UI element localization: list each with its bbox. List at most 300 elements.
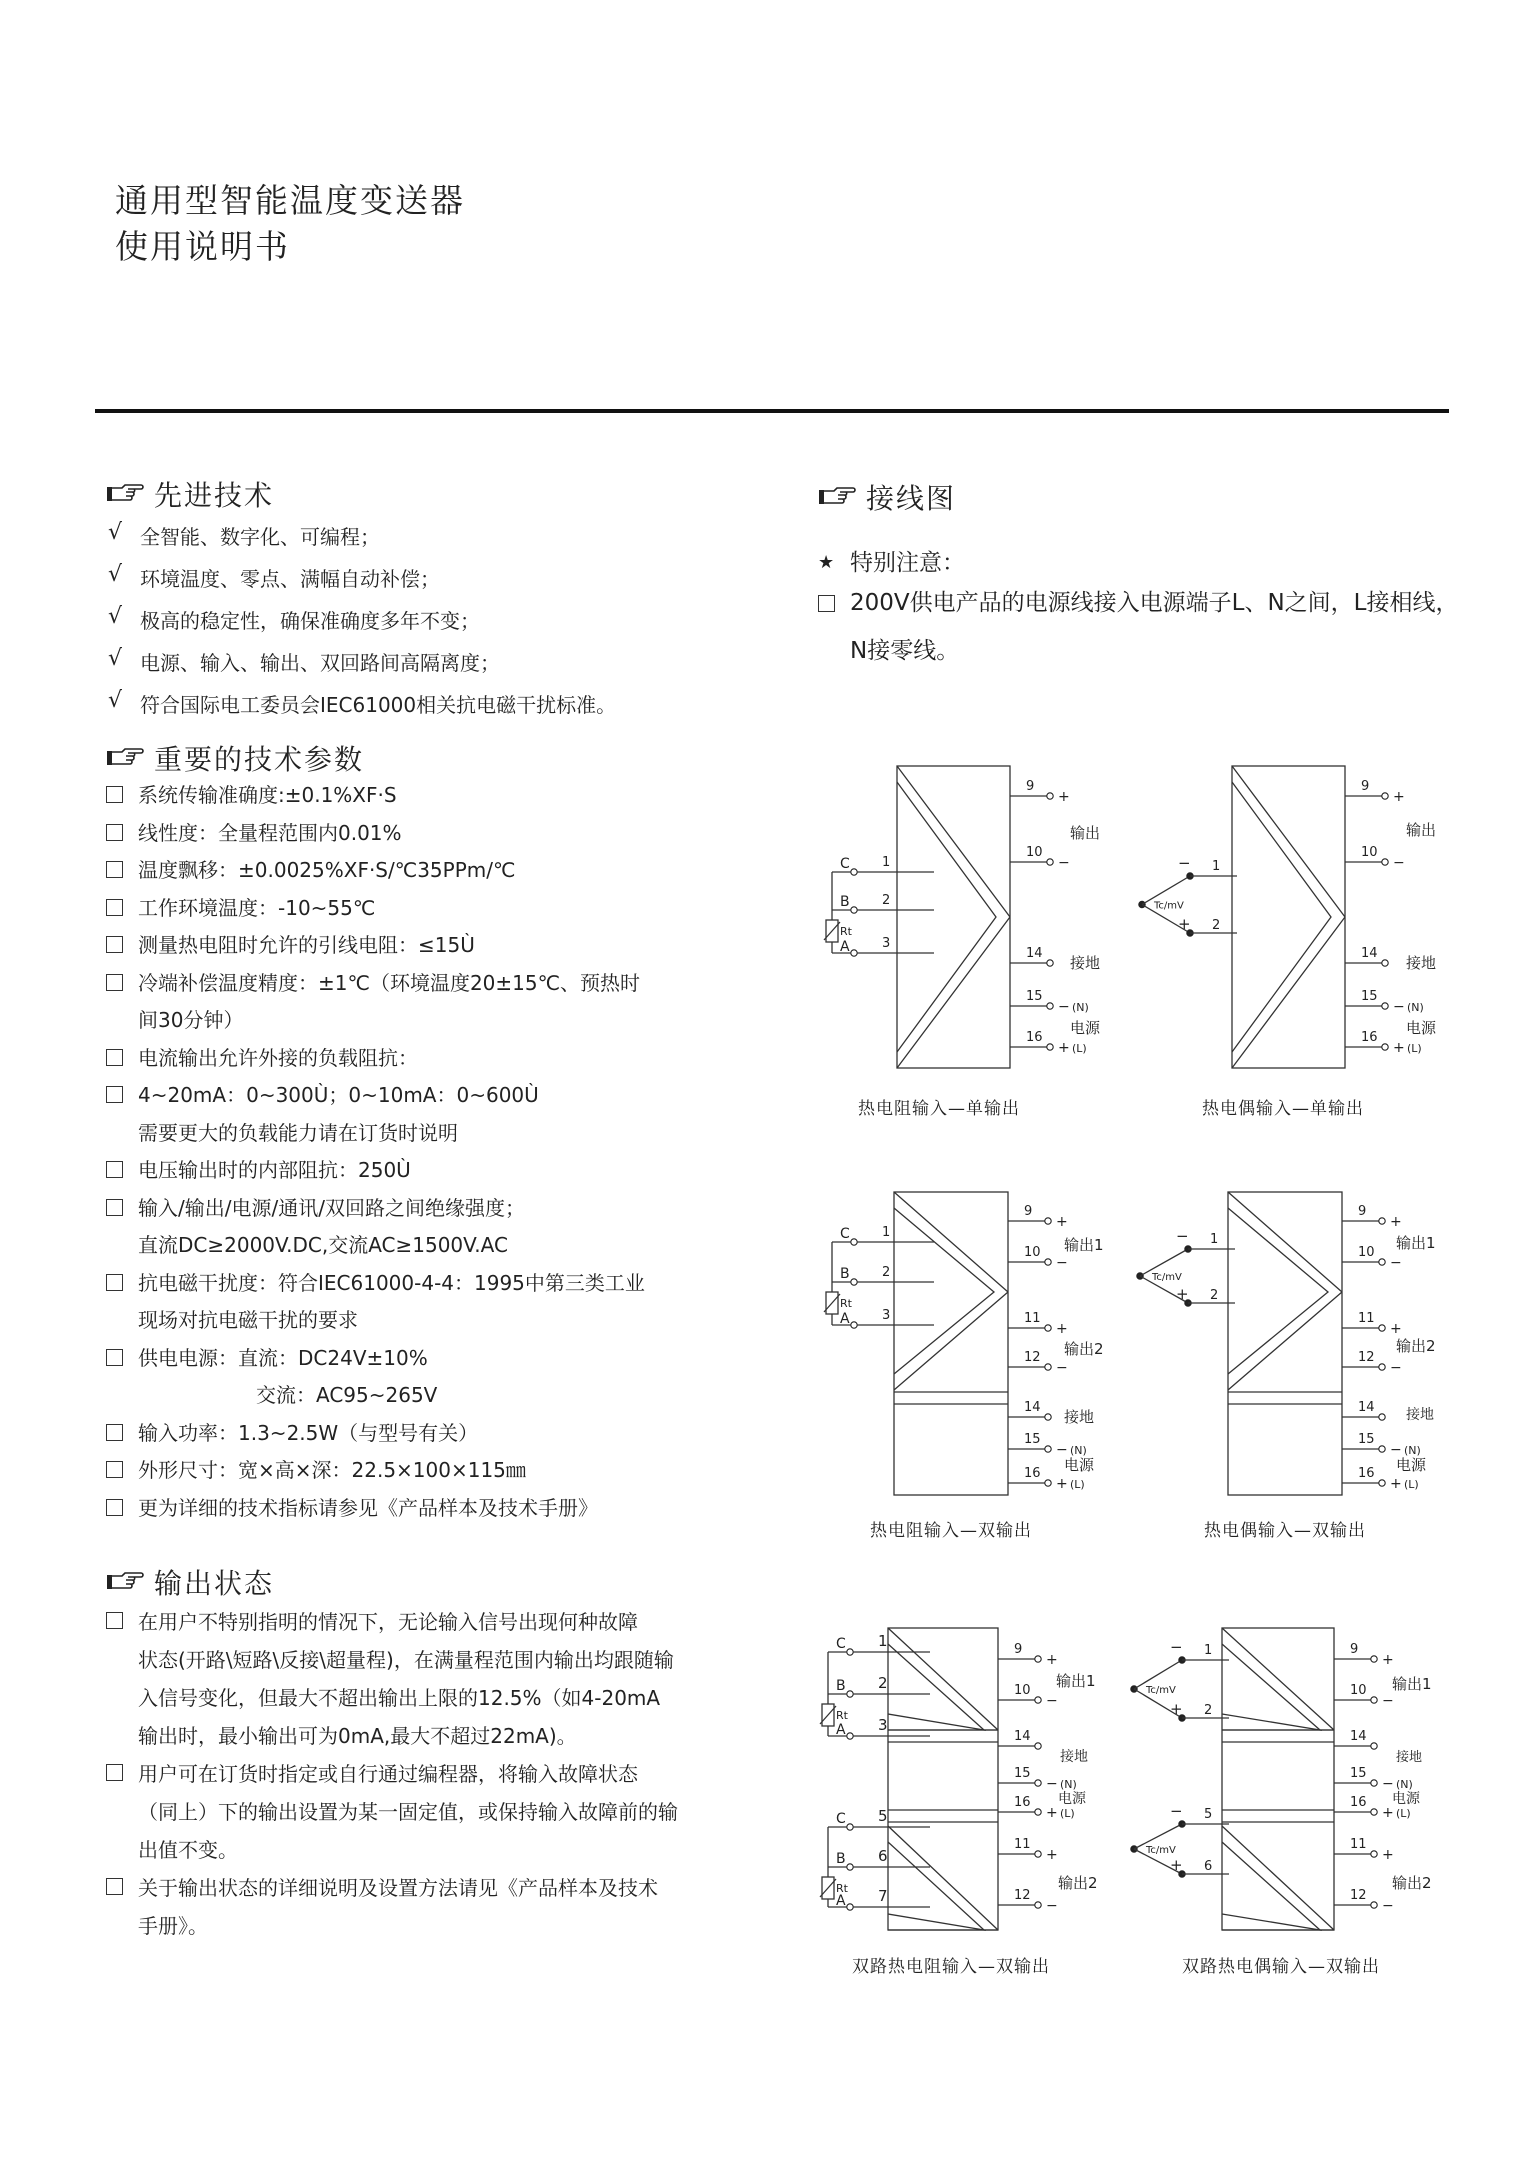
power-label: 电源 — [1396, 1456, 1427, 1474]
module-chevron — [894, 1208, 994, 1374]
terminal-circle — [851, 907, 857, 913]
list-item-text: 更为详细的技术指标请参见《产品样本及技术手册》 — [138, 1495, 598, 1520]
checkbox-icon — [106, 1415, 138, 1441]
wiring-notes — [818, 545, 1458, 669]
section-heading-output — [106, 1562, 274, 1602]
module-chevron — [1222, 1628, 1334, 1730]
terminal-number: 12 — [1358, 1350, 1375, 1365]
list-item — [106, 852, 726, 890]
terminal-number: 16 — [1358, 1466, 1375, 1481]
terminal-circle — [851, 1322, 857, 1328]
rt-label: Rt — [840, 1297, 852, 1310]
terminal-number: 15 — [1361, 989, 1378, 1004]
title-line-2: 使用说明书 — [115, 227, 290, 266]
caption-dual-rtd-dual: 双路热电阻输入—双输出 — [852, 1957, 1050, 1977]
terminal-circle — [1371, 1851, 1377, 1857]
check-mark-icon: √ — [108, 646, 123, 671]
terminal-letter: B — [840, 894, 850, 910]
output-label: 输出2 — [1058, 1874, 1098, 1892]
checkbox-icon — [106, 1452, 138, 1478]
ground-label: 接地 — [1396, 1750, 1423, 1765]
checkbox-icon — [106, 965, 138, 991]
terminal-phase: (N) — [1060, 1778, 1077, 1791]
terminal-number: 14 — [1026, 946, 1043, 961]
check-mark-icon: √ — [108, 562, 123, 587]
check-mark-icon: √ — [108, 520, 123, 545]
terminal-number: 1 — [878, 1632, 888, 1650]
module-chevron — [888, 1628, 998, 1730]
terminal-number: 14 — [1358, 1400, 1375, 1415]
terminal-circle — [1045, 1480, 1051, 1486]
terminal-circle — [1382, 859, 1388, 865]
terminal-sign: − — [1056, 1255, 1068, 1271]
terminal-circle — [1045, 1259, 1051, 1265]
list-item — [106, 684, 726, 726]
terminal-number: 3 — [878, 1716, 888, 1734]
terminal-circle — [1382, 960, 1388, 966]
terminal-circle — [847, 1733, 853, 1739]
terminal-sign: − — [1056, 1442, 1068, 1458]
list-item-continuation: 需要更大的负载能力请在订货时说明 — [138, 1120, 458, 1145]
terminal-number: 11 — [1350, 1837, 1367, 1852]
list-item-text: 电流输出允许外接的负载阻抗： — [138, 1045, 418, 1070]
terminal-circle — [1379, 1414, 1385, 1420]
title-line-1: 通用型智能温度变送器 — [115, 181, 465, 220]
terminal-circle — [1371, 1697, 1377, 1703]
terminal-sign: − — [1382, 1898, 1394, 1914]
terminal-number: 1 — [882, 855, 891, 870]
terminal-circle — [847, 1864, 853, 1870]
terminal-sign: + — [1170, 1856, 1183, 1874]
output-label: 输出 — [1406, 821, 1437, 839]
terminal-number: 12 — [1350, 1888, 1367, 1903]
terminal-phase: (L) — [1060, 1807, 1075, 1820]
ground-label: 接地 — [1064, 1408, 1095, 1426]
checkbox-icon — [106, 1340, 138, 1366]
list-item-text: 线性度：全量程范围内0.01% — [138, 820, 402, 845]
terminal-circle — [1045, 1446, 1051, 1452]
ground-label: 接地 — [1070, 954, 1101, 972]
terminal-number: 10 — [1024, 1245, 1041, 1260]
output-label: 输出1 — [1064, 1236, 1104, 1254]
terminal-number: 10 — [1026, 845, 1043, 860]
terminal-number: 9 — [1014, 1642, 1023, 1657]
checkbox-icon — [106, 777, 138, 803]
terminal-sign: + — [1046, 1805, 1058, 1821]
terminal-phase: (N) — [1407, 1001, 1424, 1014]
section-title: 输出状态 — [154, 1567, 275, 1600]
terminal-circle — [1379, 1218, 1385, 1224]
terminal-number: 16 — [1024, 1466, 1041, 1481]
terminal-circle — [1379, 1259, 1385, 1265]
terminal-sign: + — [1390, 1476, 1402, 1492]
power-label: 电源 — [1070, 1019, 1101, 1037]
list-item — [106, 558, 726, 600]
terminal-letter: B — [836, 1678, 846, 1694]
module-chevron — [897, 782, 996, 1052]
module-chevron — [1228, 1208, 1328, 1374]
terminal-sign: + — [1382, 1847, 1394, 1863]
list-item-text: 抗电磁干扰度：符合IEC61000-4-4：1995中第三类工业 — [138, 1270, 645, 1295]
terminal-circle — [1047, 1003, 1053, 1009]
list-item-continuation: 交流：AC95~265V — [256, 1383, 438, 1407]
list-item-continuation: 入信号变化，但最大不超出输出上限的12.5%（如4-20mA — [138, 1686, 661, 1710]
checkbox-icon — [106, 890, 138, 916]
terminal-circle — [847, 1824, 853, 1830]
terminal-letter: A — [836, 1893, 846, 1909]
terminal-number: 2 — [1204, 1703, 1213, 1718]
params-list — [106, 777, 726, 1527]
terminal-circle — [1047, 793, 1053, 799]
terminal-circle — [1045, 1325, 1051, 1331]
list-item — [106, 642, 726, 684]
list-item — [106, 965, 726, 1003]
caption-tc-dual: 热电偶输入—双输出 — [1204, 1521, 1366, 1541]
terminal-letter: B — [836, 1851, 846, 1867]
list-item — [106, 1152, 726, 1190]
rt-label: Rt — [836, 1709, 848, 1722]
terminal-circle — [1047, 859, 1053, 865]
terminal-circle — [1379, 1480, 1385, 1486]
pointing-hand-icon — [818, 485, 856, 509]
list-item — [106, 1340, 726, 1378]
terminal-letter: C — [840, 856, 850, 872]
module-chevron — [1222, 1644, 1320, 1730]
list-item-text: 系统传输准确度:±0.1%XF·S — [138, 783, 397, 807]
note-line-2: N接零线。 — [850, 638, 960, 664]
checkbox-icon — [106, 1077, 138, 1103]
terminal-number: 6 — [878, 1847, 888, 1865]
checkbox-icon — [106, 1040, 138, 1066]
list-item-continuation: 状态(开路\短路\反接\超量程)，在满量程范围内输出均跟随输 — [138, 1648, 674, 1672]
terminal-circle — [1382, 793, 1388, 799]
terminal-sign: − — [1170, 1638, 1183, 1656]
list-item — [106, 1415, 726, 1453]
terminal-circle — [1047, 960, 1053, 966]
terminal-circle — [1045, 1364, 1051, 1370]
terminal-circle — [1379, 1325, 1385, 1331]
list-item-text: 工作环境温度：-10~55℃ — [138, 895, 376, 920]
terminal-number: 9 — [1024, 1204, 1033, 1219]
terminal-sign: − — [1170, 1802, 1183, 1820]
check-mark-icon: √ — [108, 604, 123, 629]
terminal-circle — [851, 950, 857, 956]
terminal-sign: − — [1178, 854, 1191, 872]
terminal-circle — [1035, 1780, 1041, 1786]
terminal-sign: − — [1390, 1255, 1402, 1271]
terminal-number: 2 — [1212, 918, 1221, 933]
terminal-circle — [1382, 1044, 1388, 1050]
terminal-circle — [847, 1691, 853, 1697]
module-outline — [1232, 766, 1345, 1068]
module-outline — [1222, 1628, 1334, 1930]
tc-label: Tc/mV — [1146, 1685, 1176, 1696]
power-label: 电源 — [1406, 1019, 1437, 1037]
caption-rtd-single: 热电阻输入—单输出 — [858, 1099, 1020, 1119]
terminal-phase: (L) — [1396, 1807, 1411, 1820]
output-list — [106, 1603, 746, 1945]
terminal-sign: − — [1390, 1442, 1402, 1458]
terminal-circle — [1035, 1697, 1041, 1703]
ground-label: 接地 — [1406, 1407, 1434, 1423]
terminal-circle — [847, 1904, 853, 1910]
list-item-text: 全智能、数字化、可编程； — [140, 525, 380, 549]
terminal-number: 3 — [882, 1308, 891, 1323]
terminal-circle — [851, 1279, 857, 1285]
terminal-letter: C — [836, 1811, 846, 1827]
list-item — [106, 1869, 746, 1907]
wiring-diagrams — [760, 740, 1480, 2000]
terminal-sign: + — [1178, 915, 1191, 933]
list-item-text: 供电电源：直流：DC24V±10% — [138, 1345, 428, 1370]
terminal-circle — [1035, 1902, 1041, 1908]
terminal-sign: + — [1046, 1652, 1058, 1668]
terminal-number: 5 — [878, 1807, 888, 1825]
terminal-number: 11 — [1024, 1311, 1041, 1326]
module-chevron — [1232, 766, 1345, 1068]
terminal-circle — [1047, 1044, 1053, 1050]
section-title: 接线图 — [866, 482, 957, 515]
section-heading-advanced — [106, 474, 274, 514]
terminal-circle — [1035, 1809, 1041, 1815]
list-item-text: 电压输出时的内部阻抗：250Ù — [138, 1158, 411, 1182]
list-item-text: 测量热电阻时允许的引线电阻：≤15Ù — [138, 933, 475, 957]
checkbox-icon — [106, 852, 138, 878]
list-item-continuation: 间30分钟） — [138, 1008, 244, 1032]
list-item-continuation: 输出时，最小输出可为0mA,最大不超过22mA)。 — [138, 1724, 577, 1748]
terminal-number: 14 — [1361, 946, 1378, 961]
list-item — [106, 1265, 726, 1303]
module-chevron — [888, 1644, 984, 1730]
ground-label: 接地 — [1406, 954, 1437, 972]
checkbox-icon — [818, 585, 850, 612]
list-item-text: 温度飘移：±0.0025%XF·S/℃35PPm/℃ — [138, 858, 516, 882]
terminal-number: 3 — [882, 936, 891, 951]
terminal-sign: + — [1393, 789, 1405, 805]
list-item — [106, 890, 726, 928]
terminal-sign: + — [1056, 1214, 1068, 1230]
terminal-circle — [1382, 1003, 1388, 1009]
terminal-number: 1 — [1210, 1232, 1219, 1247]
list-item — [106, 1040, 726, 1078]
terminal-sign: + — [1393, 1040, 1405, 1056]
module-chevron — [888, 1826, 998, 1930]
list-item — [106, 600, 726, 642]
special-note-row — [818, 545, 1458, 581]
list-item — [106, 516, 726, 558]
list-item-text: 极高的稳定性，确保准确度多年不变； — [140, 609, 480, 633]
terminal-number: 2 — [882, 1265, 891, 1280]
output-label: 输出2 — [1392, 1874, 1432, 1892]
terminal-number: 10 — [1361, 845, 1378, 860]
terminal-sign: + — [1058, 789, 1070, 805]
terminal-sign: + — [1382, 1652, 1394, 1668]
terminal-sign: − — [1058, 855, 1070, 871]
terminal-number: 16 — [1350, 1795, 1367, 1810]
list-item-text: 冷端补偿温度精度：±1℃（环境温度20±15℃、预热时 — [138, 970, 641, 995]
terminal-sign: + — [1058, 1040, 1070, 1056]
terminal-sign: + — [1046, 1847, 1058, 1863]
module-outline — [894, 1192, 1008, 1495]
list-item-text: 输入/输出/电源/通讯/双回路之间绝缘强度； — [138, 1195, 525, 1220]
terminal-circle — [1379, 1446, 1385, 1452]
pointing-hand-icon — [106, 482, 144, 506]
list-item — [106, 815, 726, 853]
checkbox-icon — [106, 1190, 138, 1216]
terminal-phase: (N) — [1396, 1778, 1413, 1791]
list-item — [106, 1490, 726, 1528]
terminal-sign: + — [1170, 1700, 1183, 1718]
terminal-letter: C — [840, 1226, 850, 1242]
rt-label: Rt — [836, 1882, 848, 1895]
terminal-sign: − — [1382, 1693, 1394, 1709]
checkbox-icon — [106, 927, 138, 953]
terminal-sign: − — [1176, 1227, 1189, 1245]
terminal-number: 14 — [1014, 1729, 1031, 1744]
checkbox-icon — [106, 1755, 138, 1781]
terminal-sign: + — [1056, 1321, 1068, 1337]
list-item — [106, 1452, 726, 1490]
terminal-number: 1 — [1204, 1643, 1213, 1658]
terminal-number: 6 — [1204, 1859, 1213, 1874]
terminal-phase: (L) — [1070, 1478, 1085, 1491]
terminal-circle — [1035, 1743, 1041, 1749]
terminal-number: 15 — [1026, 989, 1043, 1004]
terminal-circle — [1035, 1851, 1041, 1857]
terminal-letter: A — [840, 1311, 850, 1327]
module-chevron — [897, 766, 1010, 1068]
power-label: 电源 — [1392, 1791, 1420, 1807]
star-icon: ★ — [818, 552, 835, 573]
list-item — [106, 1190, 726, 1228]
terminal-number: 9 — [1350, 1642, 1359, 1657]
note-line-1: 200V供电产品的电源线接入电源端子L、N之间，L接相线， — [850, 590, 1459, 616]
terminal-circle — [1045, 1414, 1051, 1420]
terminal-number: 5 — [1204, 1807, 1213, 1822]
list-item-continuation: （同上）下的输出设置为某一固定值，或保持输入故障前的输 — [138, 1800, 678, 1824]
checkbox-icon — [106, 1603, 138, 1629]
terminal-sign: − — [1382, 1776, 1394, 1792]
output-label: 输出1 — [1396, 1234, 1436, 1252]
terminal-sign: − — [1046, 1693, 1058, 1709]
terminal-sign: − — [1058, 999, 1070, 1015]
ground-label: 接地 — [1060, 1749, 1088, 1765]
terminal-number: 1 — [882, 1225, 891, 1240]
terminal-number: 7 — [878, 1887, 888, 1905]
terminal-sign: − — [1056, 1360, 1068, 1376]
checkbox-icon — [106, 1265, 138, 1291]
module-outline — [888, 1628, 998, 1930]
output-label: 输出1 — [1392, 1675, 1432, 1693]
list-item-continuation: 手册》。 — [138, 1914, 208, 1938]
terminal-number: 15 — [1358, 1432, 1375, 1447]
pointing-hand-icon — [106, 1570, 144, 1594]
terminal-number: 16 — [1026, 1030, 1043, 1045]
list-item — [106, 1603, 746, 1641]
document-title — [115, 178, 465, 270]
tc-label: Tc/mV — [1154, 900, 1184, 912]
terminal-circle — [1045, 1218, 1051, 1224]
list-item-text: 外形尺寸：宽×高×深：22.5×100×115㎜ — [138, 1458, 526, 1482]
terminal-number: 12 — [1014, 1888, 1031, 1903]
list-item — [106, 1755, 746, 1793]
checkbox-icon — [106, 1869, 138, 1895]
terminal-letter: C — [836, 1636, 846, 1652]
terminal-sign: − — [1390, 1360, 1402, 1376]
terminal-number: 15 — [1350, 1766, 1367, 1781]
power-label: 电源 — [1064, 1456, 1095, 1474]
caption-tc-single: 热电偶输入—单输出 — [1202, 1099, 1364, 1119]
terminal-number: 12 — [1024, 1350, 1041, 1365]
list-item-continuation: 出值不变。 — [138, 1838, 238, 1862]
check-mark-icon: √ — [108, 688, 123, 713]
output-label: 输出1 — [1056, 1672, 1096, 1690]
terminal-number: 9 — [1026, 779, 1035, 794]
terminal-circle — [851, 869, 857, 875]
list-item-text: 输入功率：1.3~2.5W（与型号有关） — [138, 1420, 479, 1445]
terminal-number: 2 — [1210, 1288, 1219, 1303]
terminal-number: 14 — [1350, 1729, 1367, 1744]
section-heading-wiring — [818, 477, 956, 517]
terminal-circle — [1371, 1809, 1377, 1815]
caption-rtd-dual: 热电阻输入—双输出 — [870, 1521, 1032, 1541]
list-item — [106, 927, 726, 965]
terminal-number: 15 — [1014, 1766, 1031, 1781]
terminal-circle — [1371, 1743, 1377, 1749]
module-chevron — [1222, 1842, 1320, 1930]
advanced-list — [106, 516, 726, 726]
terminal-sign: − — [1393, 999, 1405, 1015]
terminal-number: 11 — [1358, 1311, 1375, 1326]
output-label: 输出2 — [1064, 1340, 1104, 1358]
terminal-phase: (N) — [1072, 1001, 1089, 1014]
list-item-continuation: 现场对抗电磁干扰的要求 — [138, 1308, 358, 1332]
checkbox-icon — [106, 815, 138, 841]
power-label: 电源 — [1058, 1791, 1086, 1807]
list-item-text: 电源、输入、输出、双回路间高隔离度； — [140, 651, 500, 675]
list-item-text: 关于输出状态的详细说明及设置方法请见《产品样本及技术 — [138, 1876, 658, 1900]
terminal-number: 14 — [1024, 1400, 1041, 1415]
terminal-letter: B — [840, 1266, 850, 1282]
terminal-sign: + — [1176, 1285, 1189, 1303]
list-item-text: 在用户不特别指明的情况下，无论输入信号出现何种故障 — [138, 1610, 638, 1634]
rt-label: Rt — [840, 925, 852, 938]
list-item — [106, 1077, 726, 1115]
terminal-number: 2 — [882, 893, 891, 908]
terminal-number: 1 — [1212, 859, 1221, 874]
checkbox-icon — [106, 1490, 138, 1516]
terminal-circle — [847, 1649, 853, 1655]
terminal-sign: + — [1056, 1476, 1068, 1492]
terminal-number: 16 — [1361, 1030, 1378, 1045]
section-title: 先进技术 — [154, 479, 275, 512]
list-item-continuation: 直流DC≥2000V.DC,交流AC≥1500V.AC — [138, 1233, 508, 1257]
note-row — [818, 585, 1458, 621]
section-title: 重要的技术参数 — [154, 743, 365, 776]
module-chevron — [1222, 1826, 1334, 1930]
pointing-hand-icon — [106, 746, 144, 770]
terminal-letter: A — [836, 1722, 846, 1738]
module-chevron — [1232, 782, 1331, 1052]
list-item — [106, 777, 726, 815]
terminal-number: 16 — [1014, 1795, 1031, 1810]
terminal-phase: (L) — [1072, 1042, 1087, 1055]
terminal-sign: − — [1393, 855, 1405, 871]
terminal-number: 2 — [878, 1674, 888, 1692]
tc-label: Tc/mV — [1152, 1272, 1182, 1283]
terminal-circle — [1371, 1780, 1377, 1786]
module-outline — [897, 766, 1010, 1068]
